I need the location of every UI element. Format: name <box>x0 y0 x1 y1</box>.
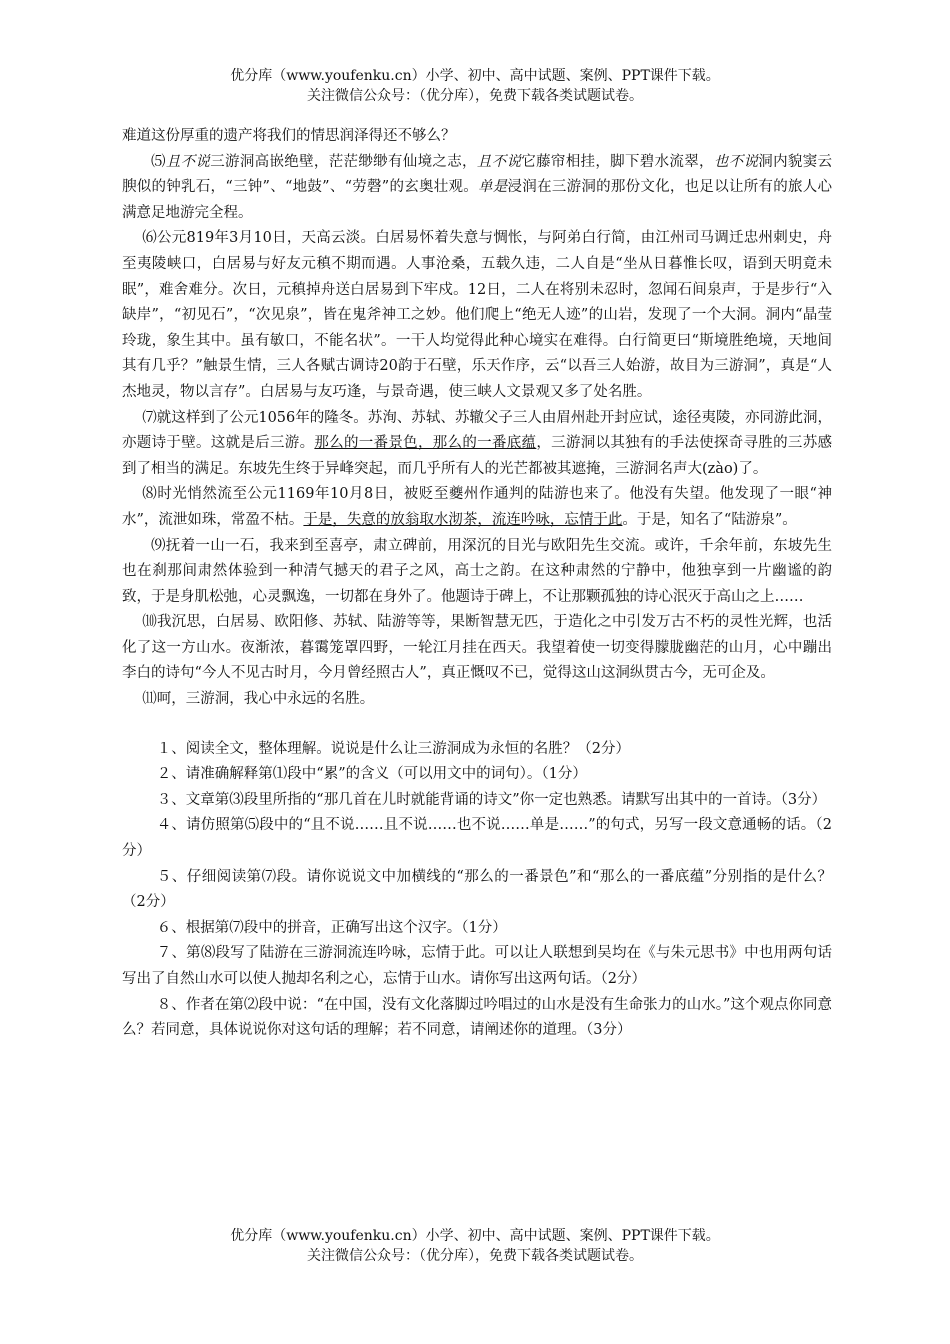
question-6: ６、根据第⑺段中的拼音，正确写出这个汉字。（1分） <box>156 919 507 936</box>
pattern-phrase-1: 且不说 <box>165 153 211 170</box>
footer-line-1: 优分库（www.youfenku.cn）小学、初中、高中试题、案例、PPT课件下载。 <box>230 1228 720 1244</box>
footer-line-2: 关注微信公众号：（优分库），免费下载各类试题试卷。 <box>307 1248 643 1264</box>
article-body <box>122 124 832 1044</box>
page-footer <box>0 1226 950 1266</box>
section-gap <box>122 713 832 737</box>
question-3: ３、文章第⑶段里所指的“那几首在儿时就能背诵的诗文”你一定也熟悉。请默写出其中的一首诗。（3分） <box>156 791 827 808</box>
question-8: ８、作者在第⑵段中说：“在中国，没有文化落脚过吟唱过的山水是没有生命张力的山水。”这个观点你同意么？若同意，具体说说你对这句话的理解；若不同意，请阐述你的道理。（3分） <box>122 996 832 1039</box>
question-5: ５、仔细阅读第⑺段。请你说说文中加横线的“那么的一番景色”和“那么的一番底蕴”分别指的是什么？（2分） <box>122 868 832 911</box>
paragraph-8: ⑻时光悄然流至公元1169年10月8日，被贬至夔州作通判的陆游也来了。他没有失望。他发现了一眼“神水”，流泄如珠，常盈不枯。于是，失意的放翁取水沏茶，流连吟咏，忘情于此。于是，知名了“陆游泉”。 <box>122 486 832 528</box>
header-line-2: 关注微信公众号：（优分库），免费下载各类试题试卷。 <box>307 88 643 104</box>
question-2: ２、请准确解释第⑴段中“累”的含义（可以用文中的词句）。（1分） <box>156 766 587 783</box>
paragraph-5: ⑸且不说三游洞高嵌绝壁，茫茫缈缈有仙境之志，且不说它藤帘相挂，脚下碧水流翠，也不说洞内貌窦云腴似的钟乳石，“三钟”、“地鼓”、“劳磬”的玄奥壮观。单是浸润在三游洞的那份文化，也足以让所有的旅人心满意足地游完全程。 <box>122 153 833 221</box>
pattern-phrase-2: 且不说 <box>476 153 522 170</box>
underlined-phrase-7: 那么的一番景色，那么的一番底蕴 <box>314 435 537 452</box>
paragraph-number: ⑸ <box>151 153 166 170</box>
paragraph-6: ⑹公元819年3月10日，天高云淡。白居易怀着失意与惆怅，与阿弟白行简，由江州司马调迁忠州刺史，舟至夷陵峡口，白居易与好友元稹不期而遇。人事沧桑，五载久违，二人自是“坐从日暮惟长叹，语到天明竟未眠”，难舍难分。次日，元稹掉舟送白居易到下牢戍。12日，二人在将别未忍时，忽闻石间泉声，于是步行“入缺岸”，“初见石”，“次见泉”，皆在鬼斧神工之妙。他们爬上“绝无人迹”的山岩，发现了一个大洞。洞内“晶莹玲珑，象生其中。虽有敏口，不能名状”。一干人均觉得此种心境实在难得。白行简更曰“斯境胜绝境，天地间其有几乎？”触景生情，三人各赋古调诗20韵于石壁，乐天作序，云“以吾三人始游，故目为三游洞”，真是“人杰地灵，物以言存”。白居易与友巧逢，与景奇遇，使三峡人文景观又多了处名胜。 <box>122 230 832 400</box>
question-4: ４、请仿照第⑸段中的“且不说……且不说……也不说……单是……”的句式，另写一段文意通畅的话。（2分） <box>122 817 832 860</box>
underlined-phrase-8: 于是，失意的放翁取水沏茶，流连吟咏，忘情于此 <box>303 511 623 528</box>
paragraph-10: ⑽我沉思，白居易、欧阳修、苏轼、陆游等等，果断智慧无匹，于造化之中引发万古不朽的灵性光辉，也活化了这一方山水。夜渐浓，暮霭笼罩四野，一轮江月挂在西天。我望着使一切变得朦胧幽茫的山月，心中蹦出李白的诗句“今人不见古时月，今月曾经照古人”，真正慨叹不已，觉得这山这洞纵贯古今，无可企及。 <box>122 614 832 682</box>
paragraph-9: ⑼抚着一山一石，我来到至喜亭，肃立碑前，用深沉的目光与欧阳先生交流。或许，千余年前，东坡先生也在刹那间肃然体验到一种清气撼天的君子之风，高士之韵。在这种肃然的宁静中，他独享到一片幽谧的韵致，于是身肌松弛，心灵飘逸，一切都在身外了。他题诗于碑上，不让那颗孤独的诗心泯灭于高山之上…… <box>122 537 832 605</box>
question-1: １、阅读全文，整体理解。说说是什么让三游洞成为永恒的名胜？（2分） <box>156 740 631 757</box>
pattern-phrase-3: 也不说 <box>713 153 759 170</box>
paragraph-11: ⑾呵，三游洞，我心中永远的名胜。 <box>142 691 375 708</box>
paragraph-0: 难道这份厚重的遗产将我们的情思润泽得还不够么？ <box>122 128 456 144</box>
pattern-phrase-4: 单是 <box>478 179 508 196</box>
paragraph-7: ⑺就这样到了公元1056年的隆冬。苏洵、苏轼、苏辙父子三人由眉州赴开封应试，途径夷陵，亦同游此洞，亦题诗于壁。这就是后三游。那么的一番景色，那么的一番底蕴，三游洞以其独有的手法使探奇寻胜的三苏感到了相当的满足。东坡先生终于异峰突起，而几乎所有人的光芒都被其遮掩，三游洞名声大(zào)了。 <box>122 409 833 477</box>
header-line-1: 优分库（www.youfenku.cn）小学、初中、高中试题、案例、PPT课件下载。 <box>230 68 720 84</box>
question-7: ７、第⑻段写了陆游在三游洞流连吟咏，忘情于此。可以让人联想到吴均在《与朱元思书》中也用两句话写出了自然山水可以使人抛却名利之心，忘情于山水。请你写出这两句话。（2分） <box>122 945 832 987</box>
page-header <box>0 66 950 106</box>
